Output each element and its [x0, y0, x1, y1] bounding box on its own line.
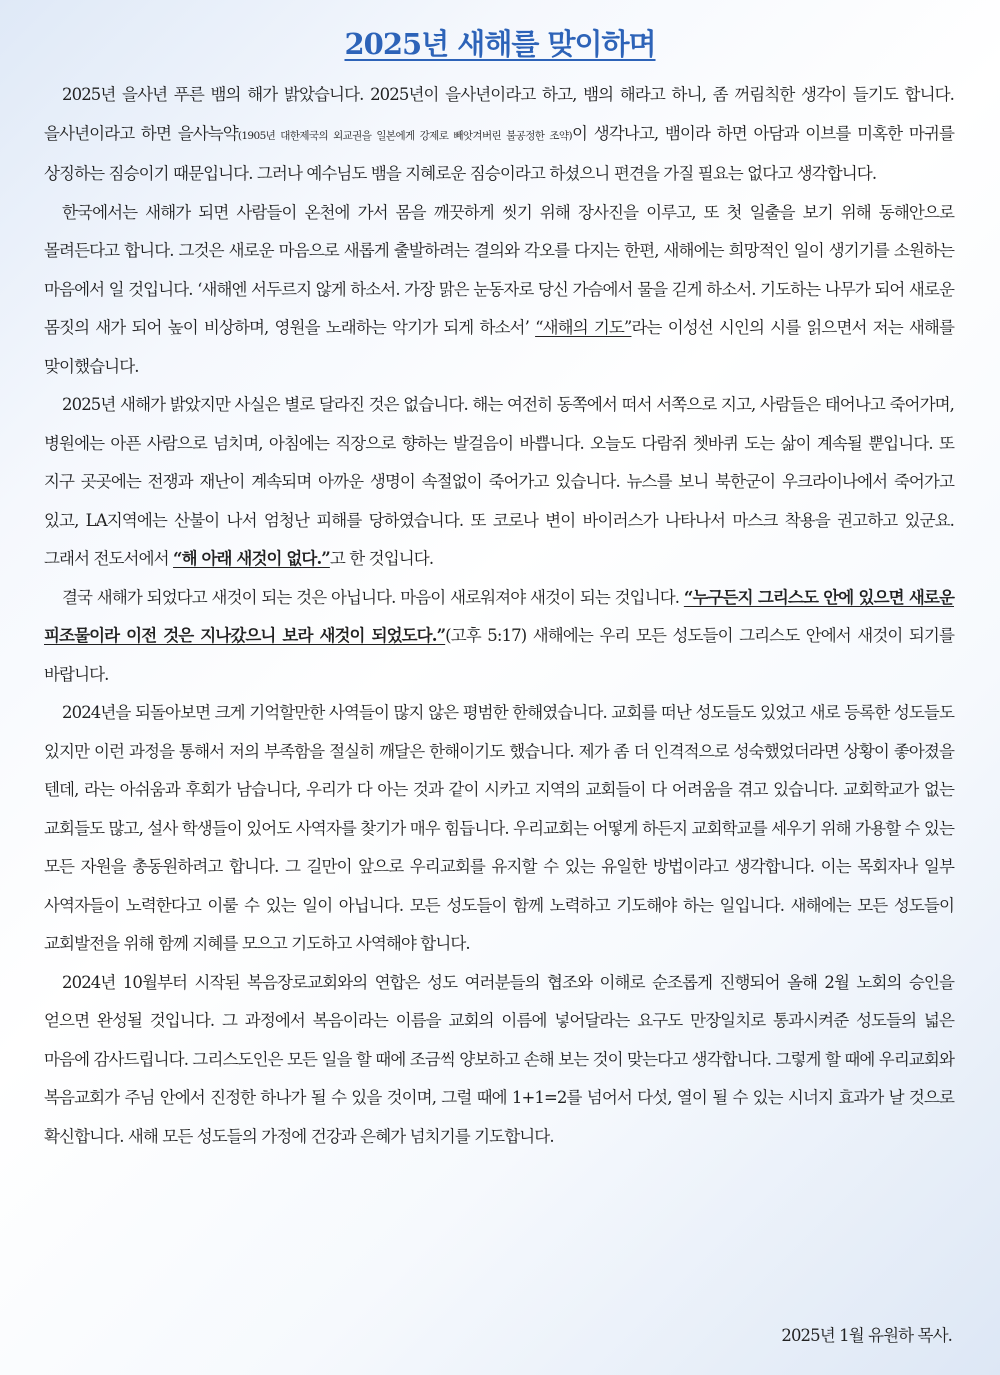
letter-body	[44, 76, 954, 1156]
paragraph-1-footnote: (1905년 대한제국의 외교권을 일본에게 강제로 빼앗겨버린 불공정한 조약)	[237, 129, 572, 142]
paragraph-6: 2024년 10월부터 시작된 복음장로교회와의 연합은 성도 여러분들의 협조와 이해로 순조롭게 진행되어 올해 2월 노회의 승인을 얻으면 완성될 것입니다. 그 과정에서 복음이라는 이름을 교회의 이름에 넣어달라는 요구도 만장일치로 통과시켜준 성도들의 넓은 마음에 감사드립니다. 그리스도인은 모든 일을 할 때에 조금씩 양보하고 손해 보는 것이 맞는다고 생각합니다. 그렇게 할 때에 우리교회와 복음교회가 주님 안에서 진정한 하나가 될 수 있을 것이며, 그럴 때에 1+1=2를 넘어서 다섯, 열이 될 수 있는 시너지 효과가 날 것으로 확신합니다. 새해 모든 성도들의 가정에 건강과 은혜가 넘치기를 기도합니다.	[44, 972, 954, 1146]
paragraph-4-text-b: 새해에는 우리 모든 성도들이 그리스도 안에서 새것이 되기를 바랍니다.	[44, 626, 955, 684]
paragraph-5: 2024년을 되돌아보면 크게 기억할만한 사역들이 많지 않은 평범한 한해였습니다. 교회를 떠난 성도들도 있었고 새로 등록한 성도들도 있지만 이런 과정을 통해서 저의 부족함을 절실히 깨달은 한해이기도 했습니다. 제가 좀 더 인격적으로 성숙했었더라면 상황이 좋아졌을 텐데, 라는 아쉬움과 후회가 남습니다, 우리가 다 아는 것과 같이 시카고 지역의 교회들이 다 어려움을 겪고 있습니다. 교회학교가 없는 교회들도 많고, 설사 학생들이 있어도 사역자를 찾기가 매우 힘듭니다. 우리교회는 어떻게 하든지 교회학교를 세우기 위해 가용할 수 있는 모든 자원을 총동원하려고 합니다. 그 길만이 앞으로 우리교회를 유지할 수 있는 유일한 방법이라고 생각합니다. 이는 목회자나 일부 사역자들이 노력한다고 이룰 수 있는 일이 아닙니다. 모든 성도들이 함께 노력하고 기도해야 하는 일입니다. 새해에는 모든 성도들이 교회발전을 위해 함께 지혜를 모으고 기도하고 사역해야 합니다.	[44, 703, 954, 953]
paragraph-4	[44, 579, 954, 695]
paragraph-2-text-b: 라는 이성선 시인의 시를 읽으면서 저는 새해를 맞이했습니다.	[44, 318, 954, 376]
paragraph-1-text-b: 이 생각나고, 뱀이라 하면 아담과 이브를 미혹한 마귀를 상징하는 짐승이기 때문입니다. 그러나 예수님도 뱀을 지혜로운 짐승이라고 하셨으니 편견을 가질 필요는 없다고 생각합니다.	[44, 123, 954, 183]
page-title: 2025년 새해를 맞이하며	[344, 27, 656, 61]
paragraph-1	[44, 76, 954, 194]
poem-title: “새해의 기도”	[535, 318, 632, 337]
paragraph-1-text-a: 2025년 을사년 푸른 뱀의 해가 밝았습니다. 2025년이 을사년이라고 하고, 뱀의 해라고 하니, 좀 꺼림칙한 생각이 들기도 합니다. 을사년이라고 하면 을사늑약	[44, 85, 954, 143]
signature: 2025년 1월 유원하 목사.	[781, 1326, 952, 1345]
paragraph-3	[44, 386, 954, 579]
paragraph-4-text-a: 결국 새해가 되었다고 새것이 되는 것은 아닙니다. 마음이 새로워져야 새것이 되는 것입니다.	[62, 587, 684, 607]
paragraph-3-text-b: 고 한 것입니다.	[329, 549, 434, 568]
paragraph-2-text-a: 한국에서는 새해가 되면 사람들이 온천에 가서 몸을 깨끗하게 씻기 위해 장사진을 이루고, 또 첫 일출을 보기 위해 동해안으로 몰려든다고 합니다. 그것은 새로운 마음으로 새롭게 출발하려는 결의와 각오를 다지는 한편, 새해에는 희망적인 일이 생기기를 소원하는 마음에서 일 것입니다. ‘새해엔 서두르지 않게 하소서. 가장 맑은 눈동자로 당신 가슴에서 물을 긷게 하소서. 기도하는 나무가 되어 새로운 몸짓의 새가 되어 높이 비상하며, 영원을 노래하는 악기가 되게 하소서’	[44, 202, 954, 337]
corinthians-quote: “누구든지 그리스도 안에 있으면 새로운 피조물이라 이전 것은 지나갔으니 보라 새것이 되었도다.”	[44, 587, 954, 645]
paragraph-3-text-a: 2025년 새해가 밝았지만 사실은 별로 달라진 것은 없습니다. 해는 여전히 동쪽에서 떠서 서쪽으로 지고, 사람들은 태어나고 죽어가며, 병원에는 아픈 사람으로 넘치며, 아침에는 직장으로 향하는 발걸음이 바쁩니다. 오늘도 다람쥐 쳇바퀴 도는 삶이 계속될 뿐입니다. 또 지구 곳곳에는 전쟁과 재난이 계속되며 아까운 생명이 속절없이 죽어가고 있습니다. 뉴스를 보니 북한군이 우크라이나에서 죽어가고 있고, LA지역에는 산불이 나서 엄청난 피해를 당하였습니다. 또 코로나 변이 바이러스가 나타나서 마스크 착용을 권고하고 있군요. 그래서 전도서에서	[44, 395, 954, 568]
ecclesiastes-quote: “해 아래 새것이 없다.”	[173, 549, 330, 568]
paragraph-2	[44, 194, 954, 387]
bible-reference: (고후 5:17)	[445, 626, 527, 645]
